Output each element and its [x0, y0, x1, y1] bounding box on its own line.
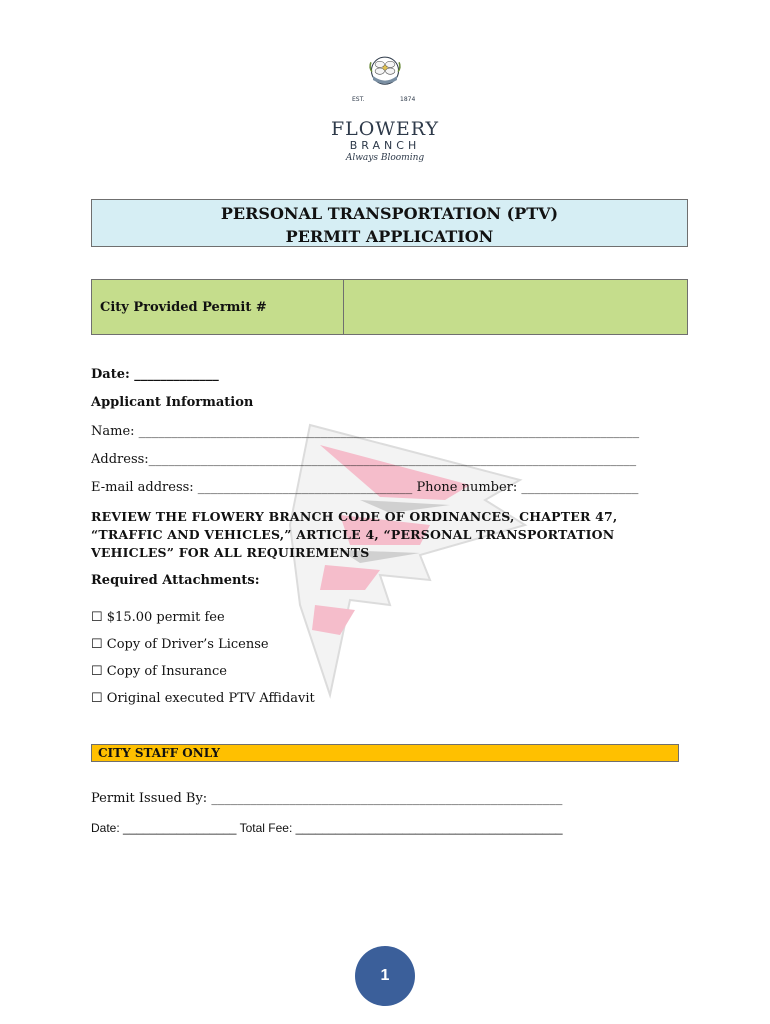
- logo-est-right: 1874: [400, 96, 416, 103]
- email-phone-field[interactable]: E-mail address: _________________________________ Phone number: __________________: [91, 480, 639, 495]
- logo-name-line2: BRANCH: [349, 139, 421, 152]
- permit-number-box: [91, 279, 688, 335]
- form-title-box: [91, 199, 688, 247]
- address-field[interactable]: Address:___________________________________________________________________________: [91, 452, 637, 467]
- attachment-drivers-license-checkbox[interactable]: ☐ Copy of Driver’s License: [91, 637, 269, 652]
- logo-name-line1: FLOWERY: [330, 118, 440, 140]
- permit-number-label: City Provided Permit #: [92, 280, 344, 334]
- name-field[interactable]: Name: _____________________________________________________________________________: [91, 424, 640, 439]
- review-line3: VEHICLES” FOR ALL REQUIREMENTS: [91, 545, 370, 560]
- staff-date-fee-field[interactable]: Date: _________________ Total Fee: ________________________________________: [91, 821, 563, 835]
- attachment-affidavit-checkbox[interactable]: ☐ Original executed PTV Affidavit: [91, 691, 315, 706]
- form-title-line2: PERMIT APPLICATION: [285, 227, 494, 246]
- attachment-permit-fee-checkbox[interactable]: ☐ $15.00 permit fee: [91, 610, 225, 625]
- date-field[interactable]: Date: _____________: [91, 367, 219, 382]
- attachments-heading: Required Attachments:: [91, 573, 260, 588]
- permit-issued-by-field[interactable]: Permit Issued By: ______________________________________________________: [91, 791, 563, 806]
- review-line1: REVIEW THE FLOWERY BRANCH CODE OF ORDINANCES, CHAPTER 47,: [91, 509, 618, 524]
- form-title-line1: PERSONAL TRANSPORTATION (PTV): [220, 204, 559, 223]
- logo-tagline: Always Blooming: [345, 153, 425, 163]
- applicant-info-heading: Applicant Information: [91, 395, 254, 410]
- flowery-branch-logo-icon: [320, 55, 450, 115]
- logo-est-left: EST.: [352, 96, 365, 103]
- permit-number-field[interactable]: [344, 280, 687, 334]
- page-number-badge: 1: [355, 946, 415, 1006]
- review-line2: “TRAFFIC AND VEHICLES,” ARTICLE 4, “PERSONAL TRANSPORTATION: [91, 527, 615, 542]
- city-staff-only-bar: CITY STAFF ONLY: [91, 744, 679, 762]
- attachment-insurance-checkbox[interactable]: ☐ Copy of Insurance: [91, 664, 227, 679]
- review-notice: [91, 508, 651, 562]
